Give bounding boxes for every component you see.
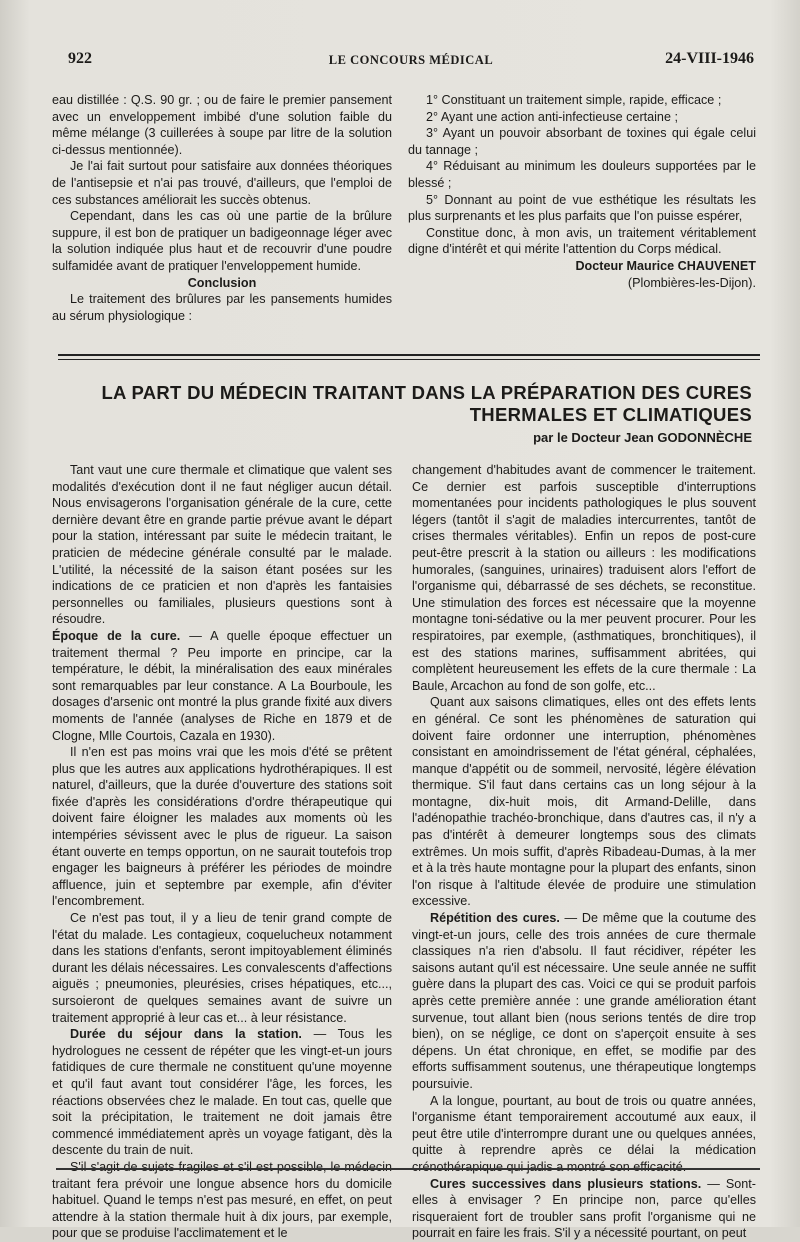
article-right-column — [412, 462, 756, 1242]
journal-title: LE CONCOURS MÉDICAL — [328, 53, 494, 67]
paragraph: Je l'ai fait surtout pour satisfaire aux données théoriques de l'antisepsie et n'ai pas trouvé, d'ailleurs, que l'emploi de ces substances améliorait les succès obtenus. — [52, 159, 392, 207]
previous-article-right-column — [408, 92, 756, 291]
paragraph-text: — A quelle époque effectuer un traitement thermal ? Peu importe en principe, car la température, le débit, la minéralisation des eaux minérales sont remarquables par leur constance. A La Bourboule, les dosages d'arsenic ont montré la plus grande fixité aux divers moments de l'année (analyses de Riche en 1879 et de Clogne, Mlle Courtois, Cazala en 1930). — [52, 628, 392, 743]
list-item: 4° Réduisant au minimum les douleurs supportées par le blessé ; — [408, 159, 756, 190]
signature-name: Docteur Maurice CHAUVENET — [575, 258, 756, 273]
previous-article-left-column — [52, 92, 392, 324]
running-header — [68, 50, 754, 72]
section-lead: Durée du séjour dans la station. — [70, 1027, 302, 1042]
paragraph: Cependant, dans les cas où une partie de la brûlure suppure, il est bon de pratiquer un badigeonnage léger avec la solution indiquée plus haut et de recouvrir d'une poudre sulfamidée avant de pratiquer l'enveloppement humide. — [52, 209, 392, 273]
section-divider — [58, 359, 760, 360]
list-item: 3° Ayant un pouvoir absorbant de toxines qui égale celui du tannage ; — [408, 126, 756, 157]
paragraph-text: — Tous les hydrologues ne cessent de répéter que les vingt-et-un jours fatidiques de cure thermale ne constituent qu'une moyenne et qu'il faut avant tout considérer l'âge, les forces, les réactions observées chez le malade. En tout cas, quelle que soit la précipitation, le traitement ne doit jamais être commencé immédiatement après un voyage fatigant, dès la descente du train de nuit. — [52, 1027, 392, 1158]
paragraph: eau distillée : Q.S. 90 gr. ; ou de faire le premier pansement avec un enveloppement imbibé d'une solution faible du même mélange (3 cuillerées à soupe par litre de la solution ci-dessus mentionnée). — [52, 93, 392, 157]
article-title — [60, 382, 752, 426]
article-byline: par le Docteur Jean GODONNÈCHE — [533, 430, 752, 445]
issue-date: 24-VIII-1946 — [665, 50, 754, 67]
paragraph: S'il s'agit de sujets fragiles et s'il est possible, le médecin traitant fera prévoir une longue absence hors du domicile habituel. Quand le temps n'est pas mesuré, en effet, on peut attendre à la station thermale huit à dix jours, par exemple, pour que se produise l'acclimatement et le — [52, 1159, 392, 1241]
paragraph: Constitue donc, à mon avis, un traitement véritablement digne d'intérêt et qui mérite l'attention du Corps médical. — [408, 225, 756, 257]
page-number: 922 — [68, 50, 92, 67]
paragraph-text: — Sont-elles à envisager ? En principe non, parce qu'elles risqueraient fort de troubler sans profit l'organisme qui ne pourrait en faire les frais. S'il y a nécessité pourtant, on peut — [412, 1176, 756, 1241]
section-divider — [58, 354, 760, 356]
paragraph: Quant aux saisons climatiques, elles ont des effets lents en général. Ce sont les phénomènes de saturation qui doivent faire ordonner une interruption, phénomènes consistant en amoindrissement de l'état général, céphalées, manque d'appétit ou de sommeil, nervosité, légère élévation thermique. S'il faut dans certains cas un long séjour à la montagne, dix-huit mois, dit Armand-Delille, dans l'adénopathie trachéo-bronchique, dans d'autres cas, il n'y a pas d'intérêt à demeurer longtemps sous des climats extrêmes. Un mois suffit, d'après Ribadeau-Dumas, à la mer et à la très haute montagne pour la plupart des enfants, sinon l'on risque à l'altitude élevée de produire une stimulation excessive. — [412, 695, 756, 909]
paragraph: changement d'habitudes avant de commencer le traitement. Ce dernier est parfois susceptible d'interruptions momentanées pour incidents pathologiques le plus souvent légers (tantôt il s'agit de maladies intercurrentes, tantôt de crises thermales véritables). Enfin un repos de post-cure peut-être prescrit à la station ou ailleurs : les modifications humorales, (sanguines, urinaires) traduisent alors l'effort de l'organisme qui, débarrassé de ses déchets, se reconstitue. Une stimulation des forces est nécessaire que la moyenne montagne toni-sédative ou la mer peuvent procurer. Pour les respiratoires, par exemple, (asthmatiques, bronchitiques), il est des stations marines, suffisamment abritées, qui complètent heureusement les effets de la cure thermale : La Baule, Arcachon au fond de son golfe, etc... — [412, 463, 756, 693]
section-lead: Époque de la cure. — [52, 628, 181, 643]
article-left-column — [52, 462, 392, 1242]
list-item: 1° Constituant un traitement simple, rapide, efficace ; — [426, 93, 722, 107]
paragraph-text: — De même que la coutume des vingt-et-un jours, celle des trois années de cure thermale classiques n'a rien d'absolu. Il faut récidiver, répéter les saisons autant qu'il est nécessaire. Une seule année ne suffit guère dans la plupart des cas. Voici ce qui se produit parfois après cette première année : une grande amélioration étant survenue, tout allant bien (nous serions tentés de dire trop bien), on se néglige, ce dont on s'aperçoit ensuite à ses dépens. Un état chronique, en effet, se modifie par des efforts suffisamment soutenus, une thérapeutique longtemps poursuivie. — [412, 911, 756, 1091]
list-item: 2° Ayant une action anti-infectieuse certaine ; — [426, 109, 678, 124]
section-lead: Répétition des cures. — [430, 911, 560, 926]
signature-place: (Plombières-les-Dijon). — [627, 275, 756, 290]
article-title-line: LA PART DU MÉDECIN TRAITANT DANS LA PRÉPARATION DES CURES — [101, 382, 752, 403]
bottom-divider — [56, 1168, 760, 1170]
paragraph: A la longue, pourtant, au bout de trois ou quatre années, l'organisme étant temporairement accoutumé aux eaux, il peut être utile d'interrompre durant une ou quelques années, quitte à reprendre après ce délai la médication crénothérapique qui jadis a montré son efficacité. — [412, 1093, 756, 1174]
paragraph: Il n'en est pas moins vrai que les mois d'été se prêtent plus que les autres aux applications hydrothérapiques. Il est naturel, d'ailleurs, que la durée d'ouverture des stations soit fixée d'après les considérations d'ordre thérapeutique qui doivent faire éloigner les malades aux moments où les intempéries sévissent avec le plus de rigueur. La saison étant ouverte en temps opportun, on ne saurait toutefois trop engager les baigneurs à préférer les périodes de moindre affluence, juin et septembre par exemple, afin d'éviter l'encombrement. — [52, 745, 392, 909]
section-lead: Cures successives dans plusieurs stations. — [430, 1176, 702, 1191]
paragraph: Ce n'est pas tout, il y a lieu de tenir grand compte de l'état du malade. Les contagieux, coquelucheux notamment dans les stations d'enfants, seront impitoyablement éliminés durant les délais nécessaires. Les convalescents d'affections aiguës ; pneumonies, pleurésies, crises hépatiques, etc..., sursoieront de quelques semaines avant de suivre un traitement approprié à leur cas et... à leur résistance. — [52, 911, 392, 1025]
list-item: 5° Donnant au point de vue esthétique les résultats les plus surprenants et les plus parfaits que l'on puisse espérer, — [408, 192, 756, 224]
article-title-line: THERMALES ET CLIMATIQUES — [469, 404, 752, 425]
paragraph: Tant vaut une cure thermale et climatique que valent ses modalités d'exécution dont il ne faut négliger aucun détail. Nous envisagerons l'organisation générale de la cure, cette dernière devant être en grande partie prévue avant le départ pour la station, intéressant par suite le médecin traitant, le praticien de médecine générale consulté par le malade. L'utilité, la nécessité de la saison étant posées sur les indications de ce praticien et non d'après les fantaisies personnelles ou familiales, plusieurs questions sont à résoudre. — [52, 463, 392, 627]
conclusion-heading: Conclusion — [187, 275, 257, 290]
paragraph: Le traitement des brûlures par les pansements humides au sérum physiologique : — [52, 292, 392, 323]
